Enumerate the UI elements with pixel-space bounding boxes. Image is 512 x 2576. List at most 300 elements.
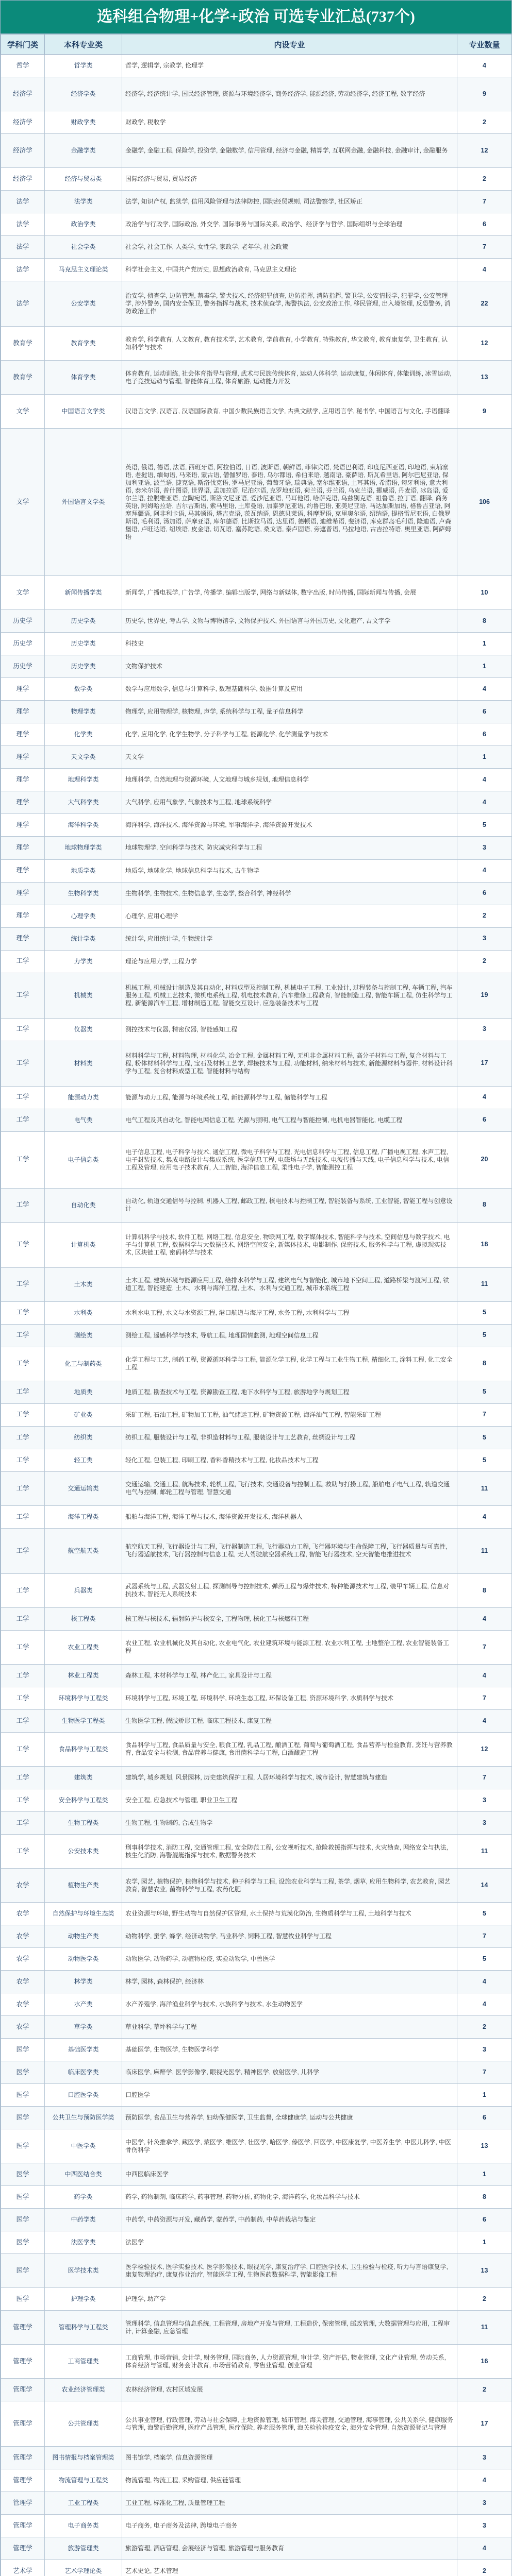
table-row	[1, 1812, 512, 1835]
row-class: 生物医学工程类	[45, 1709, 122, 1732]
table-row	[1, 814, 512, 837]
table-row	[1, 77, 512, 111]
row-majors: 公共事业管理, 行政管理, 劳动与社会保障, 土地资源管理, 城市管理, 海关管理, 交通管理, 海事管理, 公共关系学, 健康服务与管理, 海警后勤管理, 医疗产品管理, 医疗保险, 养老服务管理, 海关检验检疫安全, 海外安全管理, 自然资源登记与管理	[122, 2401, 457, 2447]
table-row	[1, 1869, 512, 1903]
row-count: 10	[457, 576, 512, 610]
row-category: 医学	[1, 2084, 45, 2107]
row-class: 经济与贸易类	[45, 168, 122, 191]
row-count: 4	[457, 1709, 512, 1732]
row-majors: 水产养殖学, 海洋渔业科学与技术, 水族科学与技术, 水生动物医学	[122, 1993, 457, 2016]
table-row	[1, 1971, 512, 1993]
row-majors: 农业工程, 农业机械化及其自动化, 农业电气化, 农业建筑环境与能源工程, 农业水利工程, 土地整治工程, 农业智能装备工程	[122, 1630, 457, 1664]
table-row	[1, 769, 512, 791]
row-class: 地质类	[45, 1381, 122, 1403]
table-row	[1, 2401, 512, 2447]
table-body	[1, 55, 512, 2576]
row-class: 政治学类	[45, 213, 122, 236]
row-count: 6	[457, 213, 512, 236]
row-class: 公共管理类	[45, 2401, 122, 2447]
row-category: 农学	[1, 1925, 45, 1948]
row-category: 理学	[1, 701, 45, 723]
row-class: 图书情报与档案管理类	[45, 2447, 122, 2469]
row-class: 工商管理类	[45, 2345, 122, 2379]
row-count: 6	[457, 723, 512, 746]
row-class: 口腔医学类	[45, 2084, 122, 2107]
row-count: 3	[457, 2039, 512, 2061]
row-majors: 生物科学, 生物技术, 生物信息学, 生态学, 整合科学, 神经科学	[122, 882, 457, 905]
row-majors: 经济学, 经济统计学, 国民经济管理, 资源与环境经济学, 商务经济学, 能源经济, 劳动经济学, 经济工程, 数字经济	[122, 77, 457, 111]
row-count: 12	[457, 1732, 512, 1766]
row-majors: 动物科学, 蚕学, 蜂学, 经济动物学, 马业科学, 饲料工程, 智慧牧业科学与工程	[122, 1925, 457, 1948]
row-category: 工学	[1, 973, 45, 1018]
row-class: 环境科学与工程类	[45, 1687, 122, 1709]
row-count: 2	[457, 2379, 512, 2401]
row-class: 生物工程类	[45, 1812, 122, 1835]
row-category: 工学	[1, 1131, 45, 1188]
table-row	[1, 2254, 512, 2288]
row-category: 工学	[1, 1188, 45, 1222]
row-count: 5	[457, 1381, 512, 1403]
row-count: 4	[457, 859, 512, 882]
row-category: 工学	[1, 1449, 45, 1471]
row-category: 理学	[1, 678, 45, 701]
row-count: 4	[457, 1607, 512, 1630]
row-count: 4	[457, 1971, 512, 1993]
row-majors: 法学, 知识产权, 监狱学, 信用风险管理与法律防控, 国际经贸规则, 司法警察学, 社区矫正	[122, 191, 457, 213]
table-row	[1, 191, 512, 213]
row-class: 兵器类	[45, 1573, 122, 1607]
row-majors: 生物医学工程, 假肢矫形工程, 临床工程技术, 康复工程	[122, 1709, 457, 1732]
row-class: 水利类	[45, 1301, 122, 1324]
row-class: 建筑类	[45, 1767, 122, 1789]
row-count: 5	[457, 1449, 512, 1471]
row-majors: 纺织工程, 服装设计与工程, 非织造材料与工程, 服装设计与工艺教育, 丝绸设计与工程	[122, 1426, 457, 1449]
row-count: 20	[457, 1131, 512, 1188]
row-count: 5	[457, 1324, 512, 1347]
row-majors: 新闻学, 广播电视学, 广告学, 传播学, 编辑出版学, 网络与新媒体, 数字出版, 时尚传播, 国际新闻与传播, 会展	[122, 576, 457, 610]
row-majors: 预防医学, 食品卫生与营养学, 妇幼保健医学, 卫生监督, 全球健康学, 运动与公共健康	[122, 2107, 457, 2129]
row-class: 中药学类	[45, 2209, 122, 2231]
row-count: 7	[457, 2061, 512, 2084]
row-majors: 土木工程, 建筑环境与能源应用工程, 给排水科学与工程, 建筑电气与智能化, 城市地下空间工程, 道路桥梁与渡河工程, 铁道工程, 智能建造, 土木、水利与海洋工程, 土木、水利与交通工程, 城市水系统工程	[122, 1267, 457, 1301]
row-category: 医学	[1, 2288, 45, 2311]
table-row	[1, 1664, 512, 1687]
table-row	[1, 2379, 512, 2401]
row-class: 财政学类	[45, 111, 122, 134]
row-count: 2	[457, 168, 512, 191]
row-category: 哲学	[1, 55, 45, 77]
row-count: 12	[457, 134, 512, 168]
row-category: 教育学	[1, 327, 45, 361]
row-majors: 农业资源与环境, 野生动物与自然保护区管理, 水土保持与荒漠化防治, 生物质科学与工程, 土地科学与技术	[122, 1903, 457, 1925]
table-row	[1, 2107, 512, 2129]
table-row	[1, 2209, 512, 2231]
row-category: 工学	[1, 1573, 45, 1607]
table-row	[1, 1732, 512, 1766]
table-row	[1, 213, 512, 236]
table-row	[1, 2186, 512, 2209]
row-category: 农学	[1, 1948, 45, 1971]
row-majors: 旅游管理, 酒店管理, 会展经济与管理, 旅游管理与服务教育	[122, 2537, 457, 2560]
table-row	[1, 837, 512, 859]
table-row	[1, 701, 512, 723]
table-row	[1, 1324, 512, 1347]
header-count: 专业数量	[457, 35, 512, 55]
row-count: 16	[457, 2345, 512, 2379]
row-category: 医学	[1, 2186, 45, 2209]
row-count: 7	[457, 1925, 512, 1948]
row-majors: 中医学, 针灸推拿学, 藏医学, 蒙医学, 维医学, 壮医学, 哈医学, 傣医学, 回医学, 中医康复学, 中医养生学, 中医儿科学, 中医骨伤科学	[122, 2129, 457, 2163]
row-category: 工学	[1, 1324, 45, 1347]
row-majors: 治安学, 侦查学, 边防管理, 禁毒学, 警犬技术, 经济犯罪侦查, 边防指挥, 消防指挥, 警卫学, 公安情报学, 犯罪学, 公安管理学, 涉外警务, 国内安全保卫, 警务指挥与战术, 技术侦查学, 海警执法, 公安政治工作, 移民管理, 出入境管理, 反恐警务, 消防政治工作	[122, 281, 457, 327]
row-count: 4	[457, 259, 512, 281]
row-category: 理学	[1, 723, 45, 746]
row-class: 金融学类	[45, 134, 122, 168]
row-count: 1	[457, 2163, 512, 2186]
row-count: 7	[457, 236, 512, 259]
row-category: 文学	[1, 395, 45, 429]
row-class: 数学类	[45, 678, 122, 701]
row-category: 文学	[1, 429, 45, 576]
table-row	[1, 55, 512, 77]
row-category: 管理学	[1, 2469, 45, 2492]
row-category: 文学	[1, 576, 45, 610]
row-category: 医学	[1, 2231, 45, 2254]
row-class: 药学类	[45, 2186, 122, 2209]
row-majors: 武器系统与工程, 武器发射工程, 探测制导与控制技术, 弹药工程与爆炸技术, 特种能源技术与工程, 装甲车辆工程, 信息对抗技术, 智能无人系统技术	[122, 1573, 457, 1607]
row-count: 5	[457, 1426, 512, 1449]
row-class: 旅游管理类	[45, 2537, 122, 2560]
table-row	[1, 1131, 512, 1188]
table-row	[1, 2345, 512, 2379]
row-count: 1	[457, 633, 512, 655]
row-count: 1	[457, 2084, 512, 2107]
row-count: 2	[457, 2288, 512, 2311]
row-majors: 法医学	[122, 2231, 457, 2254]
row-majors: 教育学, 科学教育, 人文教育, 教育技术学, 艺术教育, 学前教育, 小学教育, 特殊教育, 华文教育, 教育康复学, 卫生教育, 认知科学与技术	[122, 327, 457, 361]
row-majors: 食品科学与工程, 食品质量与安全, 粮食工程, 乳品工程, 酿酒工程, 葡萄与葡萄酒工程, 食品营养与检验教育, 烹饪与营养教育, 食品安全与检测, 食品营养与健康, 食用菌科学与工程, 白酒酿造工程	[122, 1732, 457, 1766]
row-class: 中国语言文学类	[45, 395, 122, 429]
row-category: 医学	[1, 2209, 45, 2231]
row-category: 经济学	[1, 168, 45, 191]
row-count: 12	[457, 327, 512, 361]
table-row	[1, 973, 512, 1018]
row-class: 动物生产类	[45, 1925, 122, 1948]
row-count: 6	[457, 882, 512, 905]
row-category: 理学	[1, 814, 45, 837]
row-majors: 测绘工程, 遥感科学与技术, 导航工程, 地理国情监测, 地理空间信息工程	[122, 1324, 457, 1347]
table-row	[1, 1086, 512, 1109]
row-category: 管理学	[1, 2515, 45, 2537]
row-class: 电气类	[45, 1109, 122, 1131]
row-class: 仪器类	[45, 1018, 122, 1041]
row-category: 管理学	[1, 2401, 45, 2447]
row-category: 工学	[1, 1505, 45, 1528]
row-majors: 国际经济与贸易, 贸易经济	[122, 168, 457, 191]
row-count: 106	[457, 429, 512, 576]
table-row	[1, 111, 512, 134]
row-count: 4	[457, 769, 512, 791]
row-category: 工学	[1, 1301, 45, 1324]
row-majors: 环境科学与工程, 环境工程, 环境科学, 环境生态工程, 环保设备工程, 资源环境科学, 水质科学与技术	[122, 1687, 457, 1709]
row-class: 临床医学类	[45, 2061, 122, 2084]
table-row	[1, 1607, 512, 1630]
row-majors: 体育教育, 运动训练, 社会体育指导与管理, 武术与民族传统体育, 运动人体科学, 运动康复, 休闲体育, 体能训练, 冰雪运动, 电子竞技运动与管理, 智能体育工程, 体育旅游, 运动能力开发	[122, 361, 457, 395]
row-category: 工学	[1, 1267, 45, 1301]
row-majors: 农林经济管理, 农村区域发展	[122, 2379, 457, 2401]
row-majors: 地理科学, 自然地理与资源环境, 人文地理与城乡规划, 地理信息科学	[122, 769, 457, 791]
row-majors: 文物保护技术	[122, 655, 457, 678]
row-category: 医学	[1, 2061, 45, 2084]
row-majors: 药学, 药物制剂, 临床药学, 药事管理, 药物分析, 药物化学, 海洋药学, 化妆品科学与技术	[122, 2186, 457, 2209]
row-count: 2	[457, 950, 512, 973]
row-category: 工学	[1, 1403, 45, 1426]
row-category: 农学	[1, 1869, 45, 1903]
row-category: 工学	[1, 1835, 45, 1869]
row-count: 1	[457, 746, 512, 769]
row-category: 医学	[1, 2254, 45, 2288]
row-class: 护理学类	[45, 2288, 122, 2311]
row-majors: 计算机科学与技术, 软件工程, 网络工程, 信息安全, 物联网工程, 数字媒体技术, 智能科学与技术, 空间信息与数字技术, 电子与计算机工程, 数据科学与大数据技术, 网络空间安全, 新媒体技术, 电影制作, 保密技术, 服务科学与工程, 虚拟现实技术, 区块链工程, 密码科学与技术	[122, 1222, 457, 1267]
table-row	[1, 859, 512, 882]
row-category: 法学	[1, 236, 45, 259]
row-majors: 历史学, 世界史, 考古学, 文物与博物馆学, 文物保护技术, 外国语言与外国历史, 文化遗产, 古文字学	[122, 610, 457, 633]
row-category: 农学	[1, 1903, 45, 1925]
row-majors: 政治学与行政学, 国际政治, 外交学, 国际事务与国际关系, 政治学、经济学与哲学, 国际组织与全球治理	[122, 213, 457, 236]
table-row	[1, 281, 512, 327]
row-class: 医学技术类	[45, 2254, 122, 2288]
row-majors: 建筑学, 城乡规划, 风景园林, 历史建筑保护工程, 人居环境科学与技术, 城市设计, 智慧建筑与建造	[122, 1767, 457, 1789]
row-majors: 刑事科学技术, 消防工程, 交通管理工程, 安全防范工程, 公安视听技术, 抢险救援指挥与技术, 火灾勘查, 网络安全与执法, 核生化消防, 海警舰艇指挥与技术, 数据警务技术	[122, 1835, 457, 1869]
row-count: 6	[457, 1109, 512, 1131]
row-majors: 能源与动力工程, 能源与环境系统工程, 新能源科学与工程, 储能科学与工程	[122, 1086, 457, 1109]
row-count: 11	[457, 2311, 512, 2345]
row-count: 13	[457, 2254, 512, 2288]
table-row	[1, 678, 512, 701]
row-count: 7	[457, 1687, 512, 1709]
row-category: 工学	[1, 950, 45, 973]
table-row	[1, 259, 512, 281]
row-class: 水产类	[45, 1993, 122, 2016]
row-class: 法医学类	[45, 2231, 122, 2254]
row-majors: 轻化工程, 包装工程, 印刷工程, 香料香精技术与工程, 化妆品技术与工程	[122, 1449, 457, 1471]
row-count: 4	[457, 791, 512, 814]
table-row	[1, 746, 512, 769]
row-class: 地球物理学类	[45, 837, 122, 859]
row-majors: 机械工程, 机械设计制造及其自动化, 材料成型及控制工程, 机械电子工程, 工业设计, 过程装备与控制工程, 车辆工程, 汽车服务工程, 机械工艺技术, 微机电系统工程, 机电技术教育, 汽车维修工程教育, 智能制造工程, 智能车辆工程, 仿生科学与工程, 新能源汽车工程, 增材制造工程, 智能交互设计, 应急装备技术与工程	[122, 973, 457, 1018]
table-row	[1, 1188, 512, 1222]
row-class: 轻工类	[45, 1449, 122, 1471]
row-majors: 汉语言文学, 汉语言, 汉语国际教育, 中国少数民族语言文学, 古典文献学, 应用语言学, 秘书学, 中国语言与文化, 手语翻译	[122, 395, 457, 429]
table-row	[1, 2163, 512, 2186]
row-majors: 化学工程与工艺, 制药工程, 资源循环科学与工程, 能源化学工程, 化学工程与工业生物工程, 精细化工, 涂料工程, 化工安全工程	[122, 1347, 457, 1381]
table-row	[1, 395, 512, 429]
row-category: 工学	[1, 1607, 45, 1630]
row-class: 土木类	[45, 1267, 122, 1301]
row-count: 14	[457, 1869, 512, 1903]
row-majors: 测控技术与仪器, 精密仪器, 智能感知工程	[122, 1018, 457, 1041]
row-count: 5	[457, 1903, 512, 1925]
row-class: 中西医结合类	[45, 2163, 122, 2186]
row-majors: 艺术史论, 艺术管理	[122, 2560, 457, 2576]
table-row	[1, 1903, 512, 1925]
table-row	[1, 2016, 512, 2039]
row-category: 农学	[1, 2016, 45, 2039]
row-count: 9	[457, 77, 512, 111]
row-class: 化工与制药类	[45, 1347, 122, 1381]
row-category: 教育学	[1, 361, 45, 395]
row-majors: 心理学, 应用心理学	[122, 905, 457, 927]
row-count: 2	[457, 2016, 512, 2039]
table-row	[1, 2061, 512, 2084]
table-row	[1, 791, 512, 814]
table-row	[1, 633, 512, 655]
row-majors: 化学, 应用化学, 化学生物学, 分子科学与工程, 能源化学, 化学测量学与技术	[122, 723, 457, 746]
row-category: 工学	[1, 1630, 45, 1664]
row-class: 公共卫生与预防医学类	[45, 2107, 122, 2129]
row-category: 理学	[1, 746, 45, 769]
header-majors: 内设专业	[122, 35, 457, 55]
table-row	[1, 2039, 512, 2061]
table-row	[1, 134, 512, 168]
row-category: 工学	[1, 1812, 45, 1835]
row-category: 管理学	[1, 2379, 45, 2401]
row-class: 法学类	[45, 191, 122, 213]
row-majors: 核工程与核技术, 辐射防护与核安全, 工程物理, 核化工与核燃料工程	[122, 1607, 457, 1630]
row-class: 安全科学与工程类	[45, 1789, 122, 1812]
table-row	[1, 1709, 512, 1732]
row-class: 海洋工程类	[45, 1505, 122, 1528]
row-class: 天文学类	[45, 746, 122, 769]
row-category: 理学	[1, 882, 45, 905]
row-majors: 基础医学, 生物医学, 生物医学科学	[122, 2039, 457, 2061]
row-majors: 生物工程, 生物制药, 合成生物学	[122, 1812, 457, 1835]
row-majors: 船舶与海洋工程, 海洋工程与技术, 海洋资源开发技术, 海洋机器人	[122, 1505, 457, 1528]
row-count: 3	[457, 2515, 512, 2537]
row-category: 经济学	[1, 77, 45, 111]
row-count: 9	[457, 395, 512, 429]
table-row	[1, 1426, 512, 1449]
row-count: 1	[457, 2231, 512, 2254]
row-class: 能源动力类	[45, 1086, 122, 1109]
row-class: 航空航天类	[45, 1528, 122, 1573]
row-category: 历史学	[1, 633, 45, 655]
row-majors: 管理科学, 信息管理与信息系统, 工程管理, 房地产开发与管理, 工程造价, 保密管理, 邮政管理, 大数据管理与应用, 工程审计, 计算金融, 应急管理	[122, 2311, 457, 2345]
table-row	[1, 1767, 512, 1789]
row-category: 工学	[1, 1732, 45, 1766]
table-row	[1, 723, 512, 746]
row-majors: 森林工程, 木材科学与工程, 林产化工, 家具设计与工程	[122, 1664, 457, 1687]
row-class: 物理学类	[45, 701, 122, 723]
row-class: 历史学类	[45, 655, 122, 678]
row-count: 3	[457, 837, 512, 859]
table-row	[1, 2084, 512, 2107]
row-count: 4	[457, 1664, 512, 1687]
row-category: 经济学	[1, 134, 45, 168]
row-majors: 林学, 园林, 森林保护, 经济林	[122, 1971, 457, 1993]
table-row	[1, 1018, 512, 1041]
row-class: 自然保护与环境生态类	[45, 1903, 122, 1925]
row-majors: 统计学, 应用统计学, 生物统计学	[122, 927, 457, 950]
row-count: 5	[457, 1301, 512, 1324]
row-count: 13	[457, 2129, 512, 2163]
table-row	[1, 1505, 512, 1528]
row-category: 法学	[1, 191, 45, 213]
row-class: 力学类	[45, 950, 122, 973]
row-count: 2	[457, 111, 512, 134]
row-class: 经济学类	[45, 77, 122, 111]
row-category: 工学	[1, 1687, 45, 1709]
row-majors: 英语, 俄语, 德语, 法语, 西班牙语, 阿拉伯语, 日语, 波斯语, 朝鲜语, 菲律宾语, 梵语巴利语, 印度尼西亚语, 印地语, 柬埔寨语, 老挝语, 缅甸语, 马来语, 蒙古语, 僧伽罗语, 泰语, 乌尔都语, 希伯来语, 越南语, 豪萨语, 斯瓦希里语, 阿尔巴尼亚语, 保加利亚语, 波兰语, 捷克语, 斯洛伐克语, 罗马尼亚语, 葡萄牙语, 瑞典语, 塞尔维亚语, 土耳其语, 希腊语, 匈牙利语, 意大利语, 泰米尔语, 普什图语, 世界语, 孟加拉语, 尼泊尔语, 克罗地亚语, 荷兰语, 芬兰语, 乌克兰语, 挪威语, 丹麦语, 冰岛语, 爱尔兰语, 拉脱维亚语, 立陶宛语, 斯洛文尼亚语, 爱沙尼亚语, 马耳他语, 哈萨克语, 乌兹别克语, 祖鲁语, 拉丁语, 翻译, 商务英语, 阿姆哈拉语, 吉尔吉斯语, 索马里语, 土库曼语, 加泰罗尼亚语, 约鲁巴语, 亚美尼亚语, 马达加斯加语, 格鲁吉亚语, 阿塞拜疆语, 阿非利卡语, 马其顿语, 塔吉克语, 茨瓦纳语, 恩德贝莱语, 科摩罗语, 克里奥尔语, 绍纳语, 提格雷尼亚语, 白俄罗斯语, 毛利语, 汤加语, 萨摩亚语, 库尔德语, 比斯拉马语, 达里语, 德顿语, 迪维希语, 斐济语, 库克群岛毛利语, 隆迪语, 卢森堡语, 卢旺达语, 纽埃语, 皮金语, 切瓦语, 塞苏陀语, 桑戈语, 泰卢固语, 旁遮普语, 马拉地语, 古吉拉特语, 奥里亚语, 阿萨姆语	[122, 429, 457, 576]
row-category: 工学	[1, 1109, 45, 1131]
table-row	[1, 361, 512, 395]
table-row	[1, 2288, 512, 2311]
row-majors: 海洋科学, 海洋技术, 海洋资源与环境, 军事海洋学, 海洋资源开发技术	[122, 814, 457, 837]
table-row	[1, 1109, 512, 1131]
row-count: 11	[457, 1267, 512, 1301]
row-majors: 大气科学, 应用气象学, 气象技术与工程, 地球系统科学	[122, 791, 457, 814]
table-row	[1, 2469, 512, 2492]
row-majors: 草业科学, 草坪科学与工程	[122, 2016, 457, 2039]
row-class: 马克思主义理论类	[45, 259, 122, 281]
row-majors: 交通运输, 交通工程, 航海技术, 轮机工程, 飞行技术, 交通设备与控制工程, 救助与打捞工程, 船舶电子电气工程, 轨道交通电气与控制, 邮轮工程与管理, 智慧交通	[122, 1471, 457, 1505]
table-row	[1, 1267, 512, 1301]
row-count: 8	[457, 1573, 512, 1607]
row-class: 矿业类	[45, 1403, 122, 1426]
row-category: 理学	[1, 927, 45, 950]
row-count: 7	[457, 1403, 512, 1426]
row-category: 工学	[1, 1222, 45, 1267]
table-row	[1, 1835, 512, 1869]
row-majors: 数学与应用数学, 信息与计算科学, 数理基础科学, 数据计算及应用	[122, 678, 457, 701]
table-row	[1, 1528, 512, 1573]
row-class: 基础医学类	[45, 2039, 122, 2061]
row-count: 2	[457, 2560, 512, 2576]
table-row	[1, 1925, 512, 1948]
table-row	[1, 2231, 512, 2254]
table-row	[1, 2492, 512, 2515]
row-category: 管理学	[1, 2311, 45, 2345]
row-category: 工学	[1, 1767, 45, 1789]
row-majors: 航空航天工程, 飞行器设计与工程, 飞行器制造工程, 飞行器动力工程, 飞行器环境与生命保障工程, 飞行器质量与可靠性, 飞行器适航技术, 飞行器控制与信息工程, 无人驾驶航空器系统工程, 智能飞行器技术, 空天智能电推进技术	[122, 1528, 457, 1573]
row-class: 历史学类	[45, 610, 122, 633]
row-category: 管理学	[1, 2537, 45, 2560]
row-category: 工学	[1, 1041, 45, 1086]
row-majors: 电子商务, 电子商务及法律, 跨境电子商务	[122, 2515, 457, 2537]
row-class: 地理科学类	[45, 769, 122, 791]
row-class: 测绘类	[45, 1324, 122, 1347]
row-count: 3	[457, 1018, 512, 1041]
row-count: 22	[457, 281, 512, 327]
row-category: 管理学	[1, 2345, 45, 2379]
row-majors: 安全工程, 应急技术与管理, 职业卫生工程	[122, 1789, 457, 1812]
table-row	[1, 1630, 512, 1664]
page-title: 选科组合物理+化学+政治 可选专业汇总(737个)	[1, 1, 511, 34]
row-category: 管理学	[1, 2447, 45, 2469]
row-count: 4	[457, 1086, 512, 1109]
row-count: 3	[457, 1812, 512, 1835]
row-category: 工学	[1, 1789, 45, 1812]
row-class: 化学类	[45, 723, 122, 746]
row-majors: 电气工程及其自动化, 智能电网信息工程, 光源与照明, 电气工程与智能控制, 电机电器智能化, 电缆工程	[122, 1109, 457, 1131]
row-count: 4	[457, 1993, 512, 2016]
row-majors: 科技史	[122, 633, 457, 655]
row-count: 13	[457, 361, 512, 395]
row-count: 4	[457, 2469, 512, 2492]
row-category: 理学	[1, 791, 45, 814]
row-category: 法学	[1, 281, 45, 327]
row-class: 植物生产类	[45, 1869, 122, 1903]
